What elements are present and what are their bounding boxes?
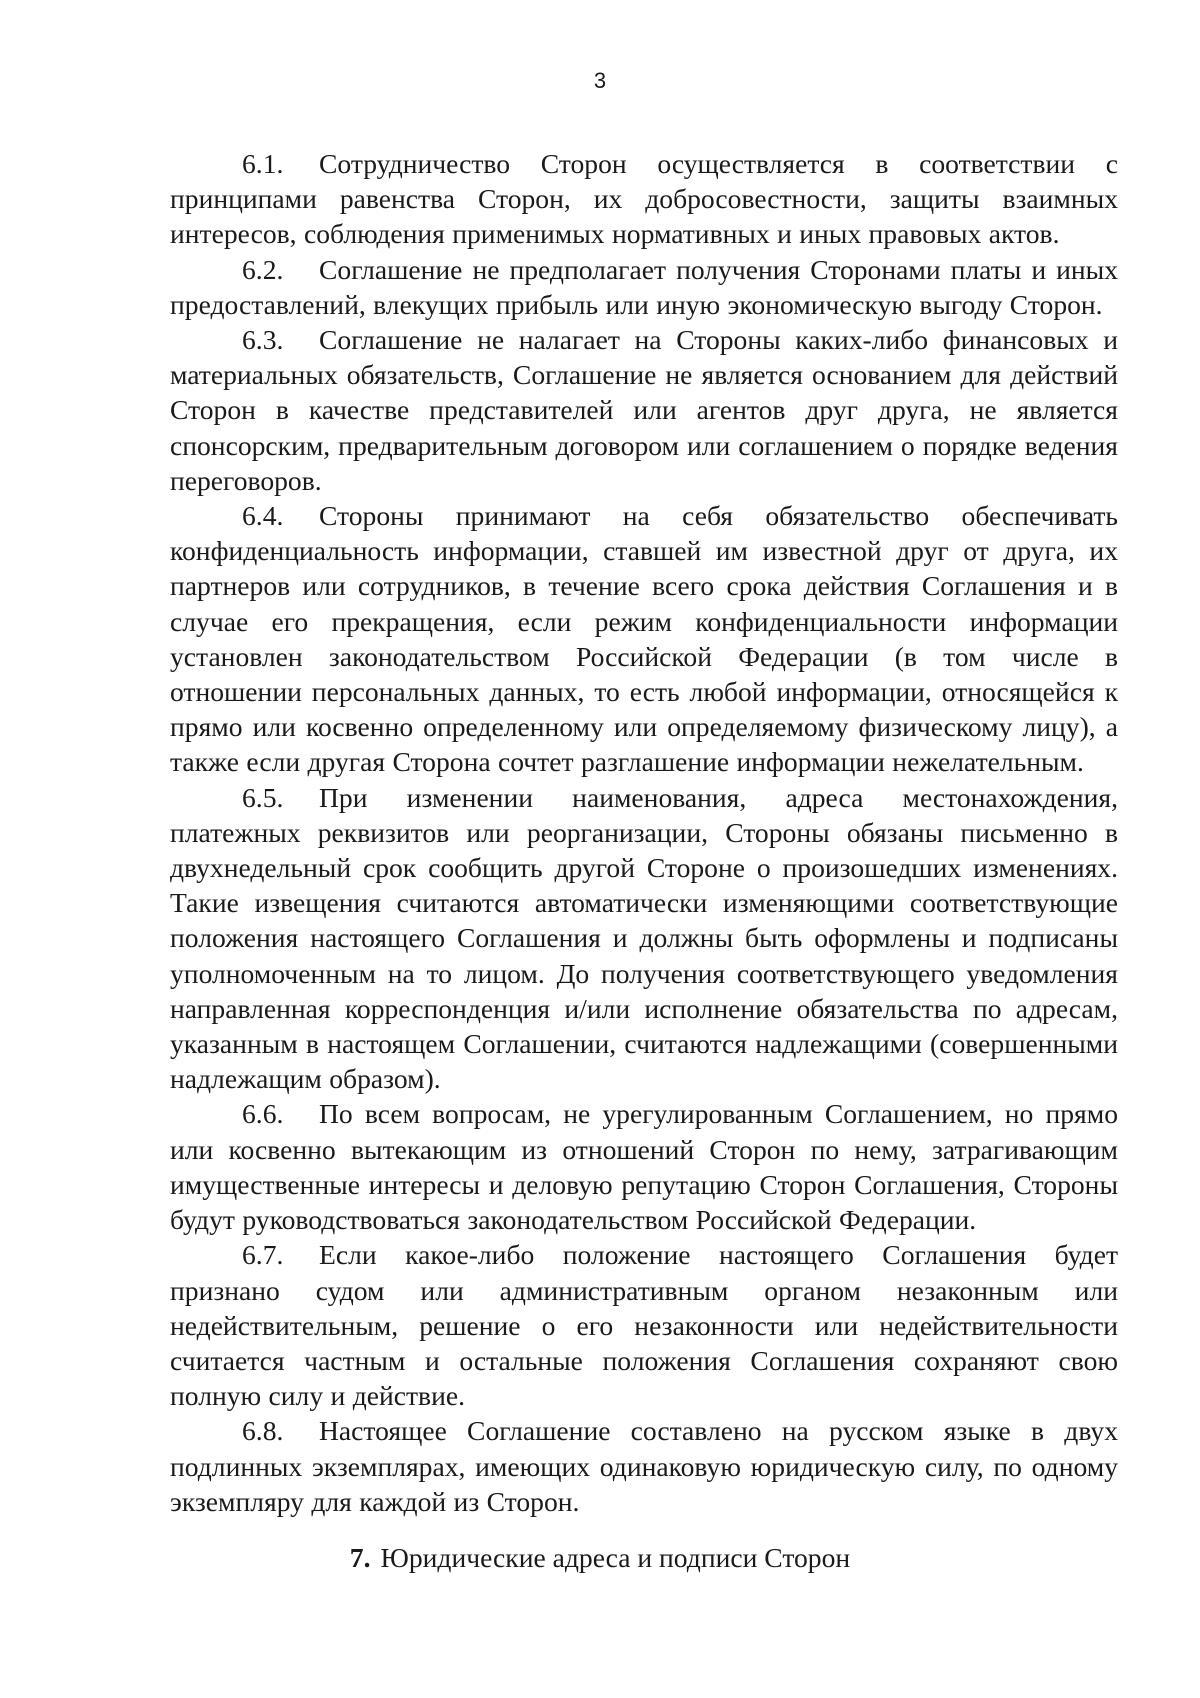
section-number: 7. [349, 1542, 371, 1573]
clause-number: 6.6. [242, 1098, 284, 1130]
clause-number: 6.8. [242, 1415, 284, 1447]
clause-number: 6.2. [242, 253, 284, 285]
clause-text: Сотрудничество Сторон осуществляется в соответствии с принципами равенства Сторон, их добросовестности, защиты взаимных интересов, соблюдения применимых нормативных и иных правовых актов. [170, 148, 1118, 250]
clause-text: Если какое-либо положение настоящего Соглашения будет признано судом или административным органом незаконным или недействительным, решение о его незаконности или недействительности считается частным и остальные положения Соглашения сохраняют свою полную силу и действие. [170, 1239, 1118, 1412]
section-title: Юридические адреса и подписи Сторон [380, 1542, 851, 1573]
clause-6-6 [170, 1096, 1118, 1237]
clause-6-4 [170, 498, 1118, 780]
clause-number: 6.3. [242, 324, 284, 356]
clause-6-8 [170, 1413, 1118, 1519]
document-body [170, 146, 1118, 1519]
page-number: 3 [593, 68, 607, 93]
clause-number: 6.5. [242, 781, 284, 813]
clause-6-1 [170, 146, 1118, 252]
clause-6-2 [170, 252, 1118, 322]
clause-6-3 [170, 322, 1118, 498]
clause-number: 6.1. [242, 148, 284, 179]
clause-text: Стороны принимают на себя обязательство обеспечивать конфиденциальность информации, ставшей им известной друг от друга, их партнеров или сотрудников, в течение всего срока действия Соглашения и в случае его прекращения, если режим конфиденциальности информации установлен законодательством Российской Федерации (в том числе в отношении персональных данных, то есть любой информации, относящейся к прямо или косвенно определенному или определяемому физическому лицу), а также если другая Сторона сочтет разглашение информации нежелательным. [170, 500, 1118, 778]
section-heading [0, 1540, 1200, 1576]
clause-6-7 [170, 1237, 1118, 1413]
clause-number: 6.4. [242, 500, 284, 532]
clause-text: По всем вопросам, не урегулированным Соглашением, но прямо или косвенно вытекающим из отношений Сторон по нему, затрагивающим имущественные интересы и деловую репутацию Сторон Соглашения, Стороны будут руководствоваться законодательством Российской Федерации. [170, 1098, 1118, 1236]
clause-number: 6.7. [242, 1239, 284, 1271]
clause-text: При изменении наименования, адреса местонахождения, платежных реквизитов или реорганизации, Стороны обязаны письменно в двухнедельный срок сообщить другой Стороне о произошедших изменениях. Такие извещения считаются автоматически изменяющими соответствующие положения настоящего Соглашения и должны быть оформлены и подписаны уполномоченным на то лицом. До получения соответствующего уведомления направленная корреспонденция и/или исполнение обязательства по адресам, указанным в настоящем Соглашении, считаются надлежащими (совершенными надлежащим образом). [170, 781, 1118, 1095]
clause-6-5 [170, 780, 1118, 1097]
clause-text: Соглашение не налагает на Стороны каких-либо финансовых и материальных обязательств, Соглашение не является основанием для действий Сторон в качестве представителей или агентов друг друга, не является спонсорским, предварительным договором или соглашением о порядке ведения переговоров. [170, 324, 1118, 496]
clause-text: Соглашение не предполагает получения Сторонами платы и иных предоставлений, влекущих прибыль или иную экономическую выгоду Сторон. [170, 253, 1118, 320]
clause-text: Настоящее Соглашение составлено на русском языке в двух подлинных экземплярах, имеющих одинаковую юридическую силу, по одному экземпляру для каждой из Сторон. [170, 1415, 1118, 1517]
